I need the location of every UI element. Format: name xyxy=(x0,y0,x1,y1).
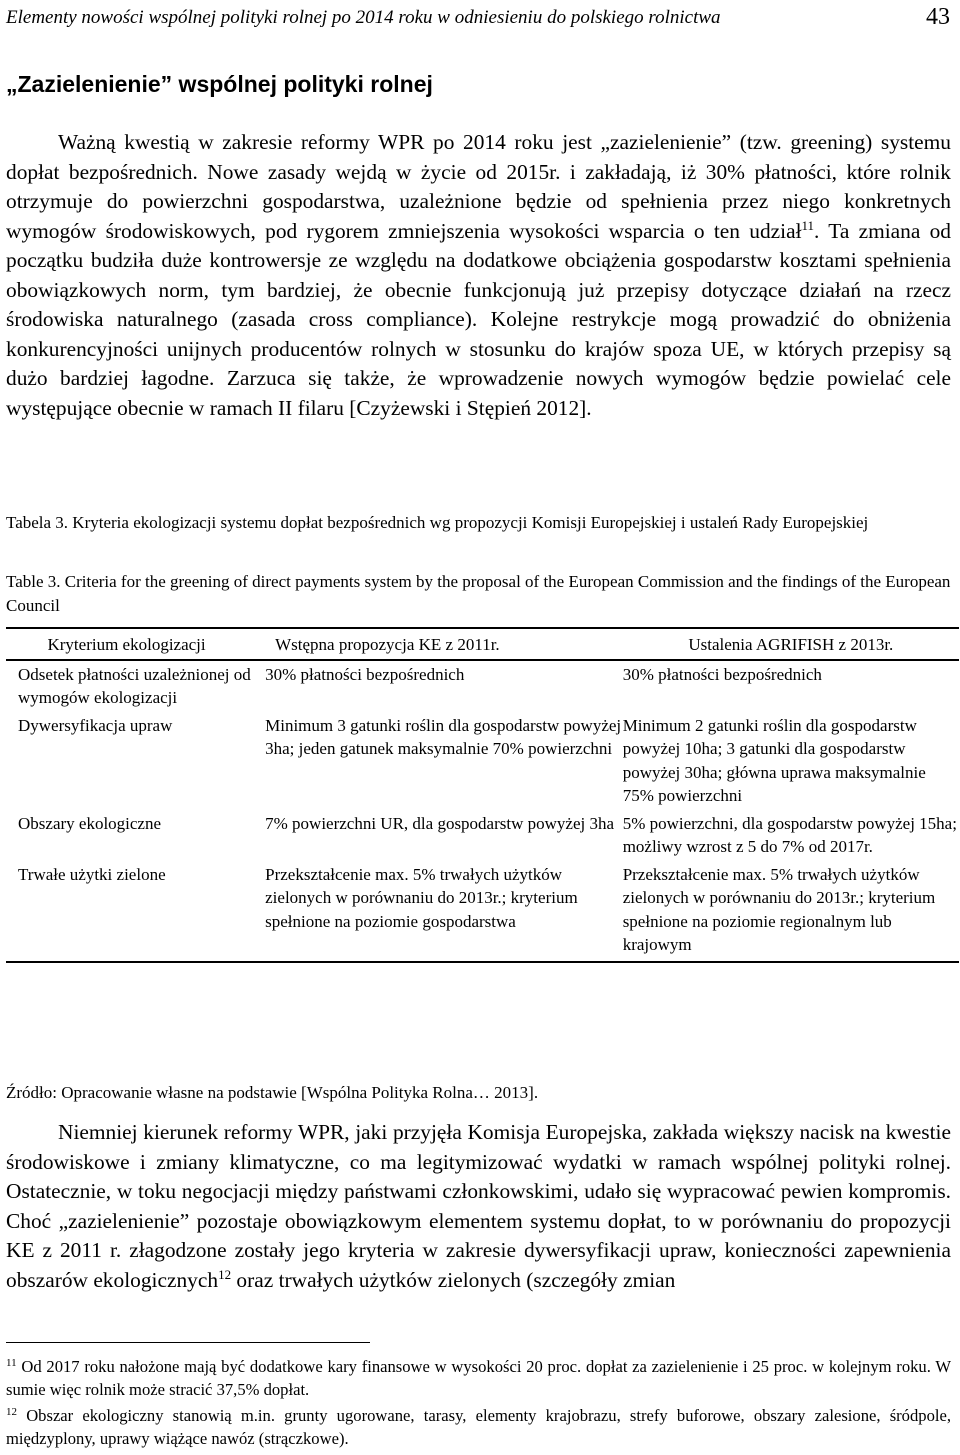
footnote-separator xyxy=(6,1342,370,1343)
footnote-number: 12 xyxy=(6,1406,17,1418)
header-criterion: Kryterium ekologizacji xyxy=(47,635,206,654)
body-paragraph-2 xyxy=(6,1118,951,1295)
paragraph-1-text-a: Ważną kwestią w zakresie reformy WPR po 2014 roku jest „zazielenienie” (tzw. greening) systemu dopłat bezpośrednich. Nowe zasady wejdą w życie od 2015r. i zakładają, iż 30% płatności, które rolnik otrzymuje do powierzchni gospodarstwa, uzależnione będzie od spełnienia przez niego konkretnych wymogów środowiskowych, pod rygorem zmniejszenia wysokości wsparcia o ten udział xyxy=(6,130,951,243)
cell-agrifish: Przekształcenie max. 5% trwałych użytków zielonych w porównaniu do 2013r.; kryterium spełnione na poziomie regionalnym lub krajowym xyxy=(622,864,936,954)
paragraph-2-text-a: Niemniej kierunek reformy WPR, jaki przyjęła Komisja Europejska, zakłada większy nacisk na kwestie środowiskowe i zmiany klimatyczne, co ma legitymizować wydatki w ramach wspólnej polityki rolnej. Ostatecznie, w toku negocjacji między państwami członkowskimi, udało się wypracować pewien kompromis. Choć „zazielenienie” pozostaje obowiązkowym elementem systemu dopłat, to w porównaniu do propozycji KE z 2011 r. złagodzone zostały jego kryteria w zakresie dywersyfikacji upraw, konieczności zapewnienia obszarów ekologicznych xyxy=(6,1120,951,1292)
cell-agrifish: 5% powierzchni, dla gospodarstw powyżej 15ha; możliwy wzrost z 5 do 7% od 2017r. xyxy=(622,813,957,856)
footnote-11 xyxy=(6,1356,951,1401)
cell-criterion: Trwałe użytki zielone xyxy=(18,864,166,884)
header-agrifish: Ustalenia AGRIFISH z 2013r. xyxy=(688,635,894,654)
cell-ke-proposal: 7% powierzchni UR, dla gospodarstw powyżej 3ha xyxy=(265,813,615,833)
footnote-text: Obszar ekologiczny stanowią m.in. grunty ugorowane, tarasy, elementy krajobrazu, strefy buforowe, obszary zalesione, śródpole, międzyplony, uprawy wiążące nawóz (strączkowe). xyxy=(6,1406,951,1448)
cell-criterion: Odsetek płatności uzależnionej od wymogów ekologizacji xyxy=(18,664,251,707)
page-number: 43 xyxy=(926,4,950,30)
footnote-ref-12[interactable]: 12 xyxy=(218,1266,232,1282)
table-header-row xyxy=(6,628,959,660)
cell-ke-proposal: 30% płatności bezpośrednich xyxy=(265,664,465,684)
cell-ke-proposal: Przekształcenie max. 5% trwałych użytków zielonych w porównaniu do 2013r.; kryterium spełnione na poziomie gospodarstwa xyxy=(265,864,578,931)
running-header xyxy=(6,4,956,34)
body-paragraph-1 xyxy=(6,128,951,423)
cell-agrifish: Minimum 2 gatunki roślin dla gospodarstw powyżej 10ha; 3 gatunki dla gospodarstw powyżej 30ha; główna uprawa maksymalnie 75% powierzchni xyxy=(622,715,926,805)
footnote-number: 11 xyxy=(6,1357,17,1369)
section-title: „Zazielenienie” wspólnej polityki rolnej xyxy=(6,71,433,97)
header-ke-proposal: Wstępna propozycja KE z 2011r. xyxy=(275,635,500,654)
table-row xyxy=(6,660,959,714)
cell-agrifish: 30% płatności bezpośrednich xyxy=(622,664,822,684)
footnote-text: Od 2017 roku nałożone mają być dodatkowe kary finansowe w wysokości 20 proc. dopłat za zazielenienie i 25 proc. w kolejnym roku. W sumie więc rolnik może stracić 37,5% dopłat. xyxy=(6,1357,951,1399)
cell-ke-proposal: Minimum 3 gatunki roślin dla gospodarstw powyżej 3ha; jeden gatunek maksymalnie 70% powierzchni xyxy=(265,715,622,758)
table-row xyxy=(6,812,959,863)
table-caption-en: Table 3. Criteria for the greening of direct payments system by the proposal of the European Commission and the findings of the European Council xyxy=(6,572,951,615)
cell-criterion: Obszary ekologiczne xyxy=(18,813,162,833)
running-title: Elementy nowości wspólnej polityki rolnej po 2014 roku w odniesieniu do polskiego rolnictwa xyxy=(6,7,721,28)
criteria-table xyxy=(6,627,959,963)
table-row xyxy=(6,863,959,962)
paragraph-2-text-b: oraz trwałych użytków zielonych (szczegóły zmian xyxy=(231,1267,676,1292)
footnote-12 xyxy=(6,1405,951,1450)
cell-criterion: Dywersyfikacja upraw xyxy=(18,715,173,735)
paragraph-1-text-b: . Ta zmiana od początku budziła duże kontrowersje ze względu na dodatkowe obciążenia gospodarstw kosztami spełnienia obowiązkowych norm, tym bardziej, że obecnie funkcjonują już przepisy dotyczące działań na rzecz środowiska naturalnego (zasada cross compliance). Kolejne restrykcje mogą prowadzić do obniżenia konkurencyjności unijnych producentów rolnych w stosunku do krajów spoza UE, w których przepisy są dużo bardziej łagodne. Zarzuca się także, że wprowadzenie nowych wymogów będzie powielać cele występujące obecnie w ramach II filaru [Czyżewski i Stępień 2012]. xyxy=(6,218,951,420)
footnote-ref-11[interactable]: 11 xyxy=(801,217,815,233)
table-source-note: Źródło: Opracowanie własne na podstawie [Wspólna Polityka Rolna… 2013]. xyxy=(6,1083,539,1102)
table-caption-pl: Tabela 3. Kryteria ekologizacji systemu dopłat bezpośrednich wg propozycji Komisji Europejskiej i ustaleń Rady Europejskiej xyxy=(6,513,869,532)
table-row xyxy=(6,714,959,812)
